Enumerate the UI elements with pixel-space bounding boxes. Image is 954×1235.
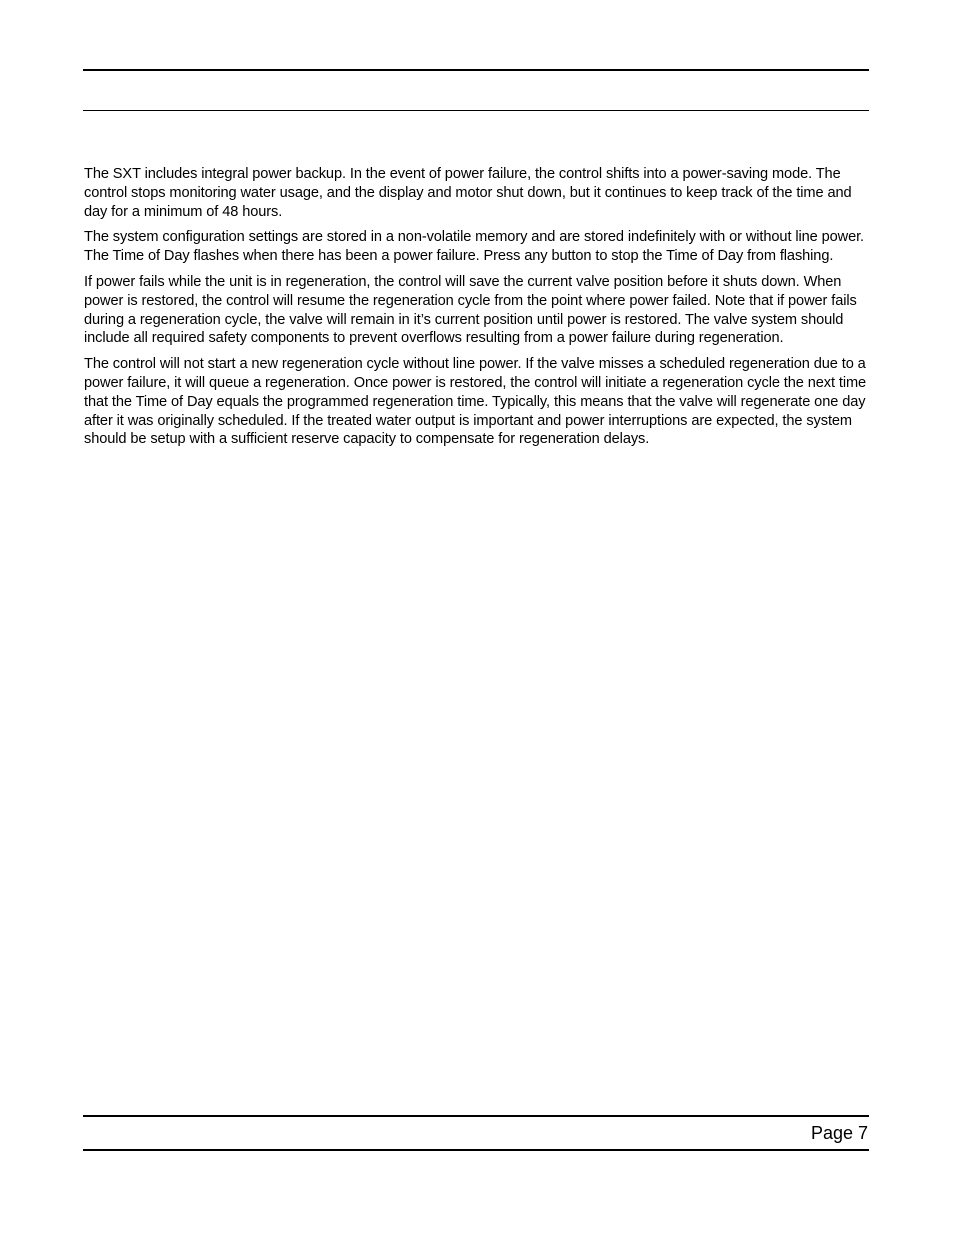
paragraph-power-failure-regeneration: If power fails while the unit is in regeneration, the control will save the current valve position before it shuts down. When power is restored, the control will resume the regeneration cycle from the point where power failed. Note that if power fails during a regeneration cycle, the valve will remain in it’s current position until power is restored. The valve system should include all required safety components to prevent overflows resulting from a power failure during regeneration.: [84, 273, 857, 347]
page-number: Page 7: [810, 1123, 868, 1143]
footer-rule-top: [83, 1115, 869, 1117]
header-rule-bottom: [83, 110, 869, 111]
paragraph-power-backup: The SXT includes integral power backup. In the event of power failure, the control shifts into a power-saving mode. The control stops monitoring water usage, and the display and motor shut down, but it continues to keep track of the time and day for a minimum of 48 hours.: [84, 166, 852, 220]
paragraph-configuration-memory: The system configuration settings are stored in a non-volatile memory and are stored indefinitely with or without line power. The Time of Day flashes when there has been a power failure. Press any button to stop the Time of Day from flashing.: [84, 229, 865, 265]
body-text: [84, 165, 874, 456]
footer-rule-bottom: [83, 1149, 869, 1151]
paragraph-missed-regeneration: The control will not start a new regeneration cycle without line power. If the valve misses a scheduled regeneration due to a power failure, it will queue a regeneration. Once power is restored, the control will initiate a regeneration cycle the next time that the Time of Day equals the programmed regeneration time. Typically, this means that the valve will regenerate one day after it was originally scheduled. If the treated water output is important and power interruptions are expected, the system should be setup with a sufficient reserve capacity to compensate for regeneration delays.: [84, 356, 867, 448]
header-rule-top: [83, 69, 869, 71]
